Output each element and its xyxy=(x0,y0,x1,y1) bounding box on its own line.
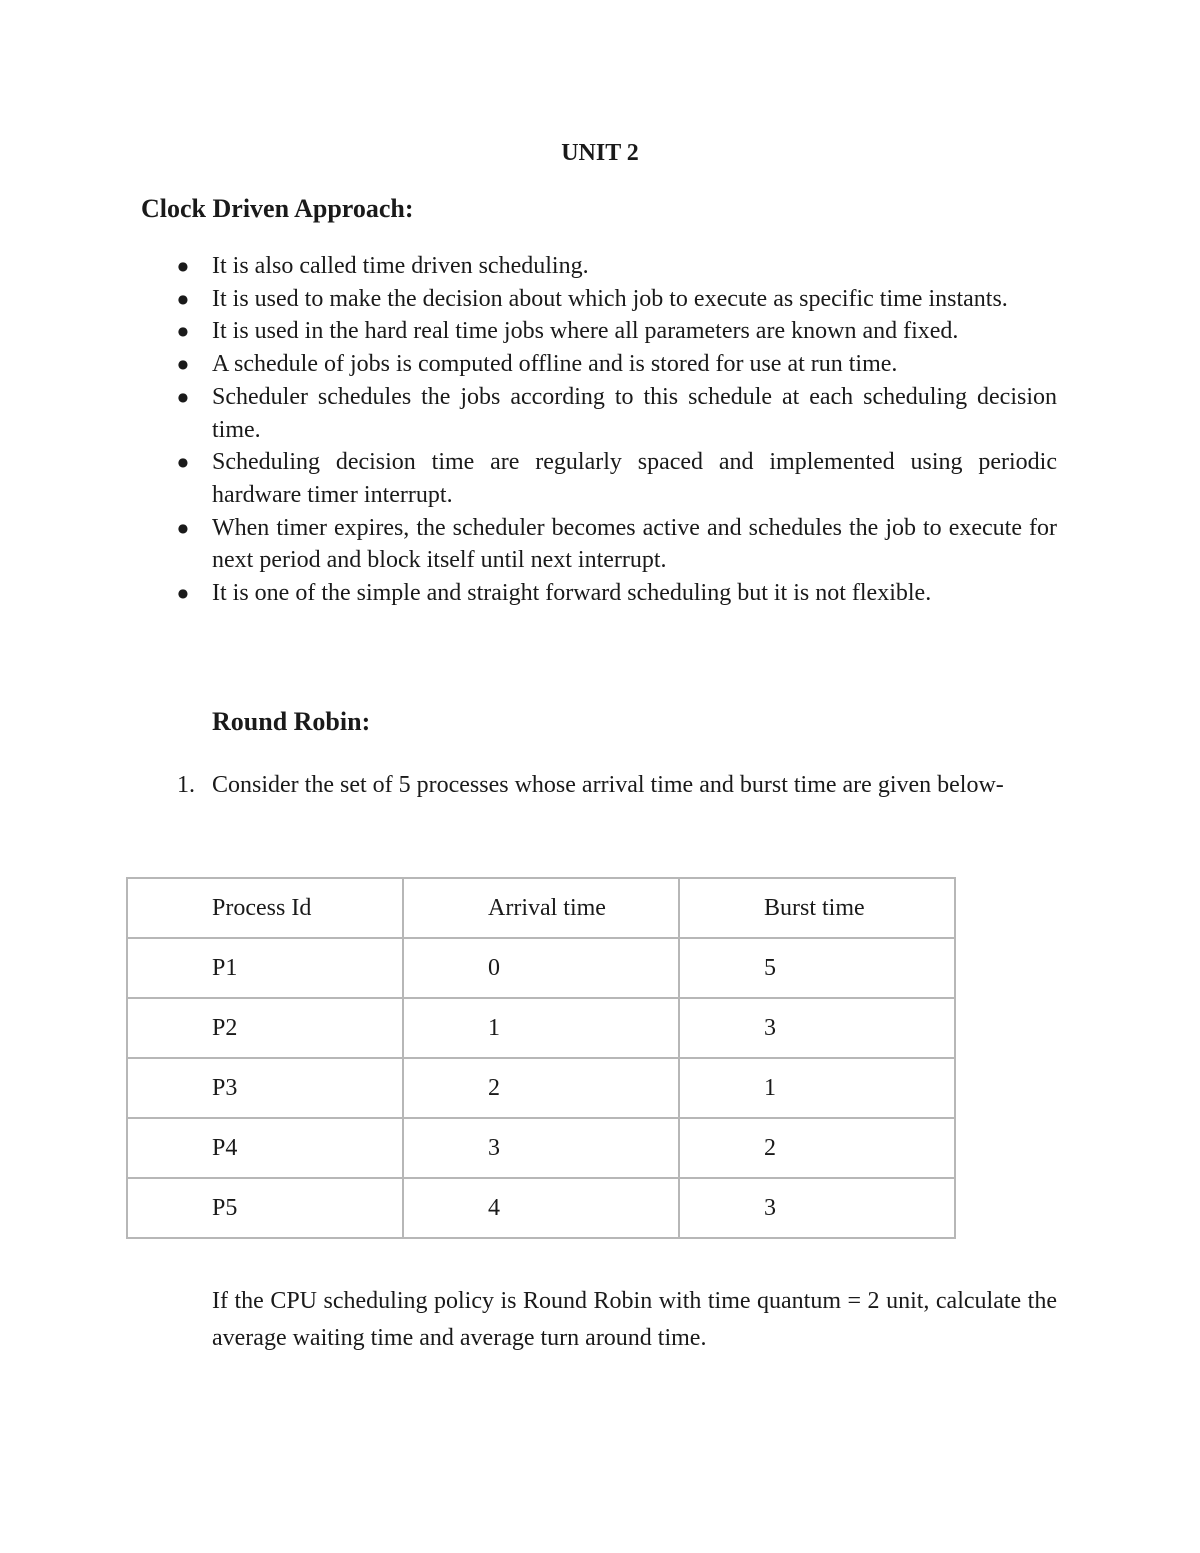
table-row xyxy=(127,998,955,1058)
bullet-dot-icon: ● xyxy=(177,259,189,273)
item-number: 1. xyxy=(177,772,195,798)
bullet-text: When timer expires, the scheduler becomes active and schedules the job to execute for next period and block itself until next interrupt. xyxy=(212,514,1057,574)
header-arrival-time: Arrival time xyxy=(403,878,679,938)
table-cell: 3 xyxy=(679,1178,955,1238)
table-cell: P2 xyxy=(127,998,403,1058)
bullet-item xyxy=(141,446,1057,511)
round-robin-heading: Round Robin: xyxy=(212,707,371,736)
numbered-item xyxy=(141,767,1057,804)
table-cell: 5 xyxy=(679,938,955,998)
bullet-item xyxy=(141,283,1057,316)
bullet-dot-icon: ● xyxy=(177,357,189,372)
table-row xyxy=(127,1178,955,1238)
header-burst-time: Burst time xyxy=(679,878,955,938)
table-cell: 2 xyxy=(403,1058,679,1118)
bullet-text: It is also called time driven scheduling. xyxy=(212,253,589,279)
table-cell: 1 xyxy=(679,1058,955,1118)
bullet-text: It is used in the hard real time jobs where all parameters are known and fixed. xyxy=(212,318,959,345)
bullet-text: A schedule of jobs is computed offline and is stored for use at run time. xyxy=(212,351,898,378)
table-cell: 1 xyxy=(403,998,679,1058)
bullet-dot-icon: ● xyxy=(177,324,189,339)
question-text: If the CPU scheduling policy is Round Robin with time quantum = 2 unit, calculate the average waiting time and average turn around time. xyxy=(212,1288,1057,1351)
clock-driven-heading: Clock Driven Approach: xyxy=(141,194,414,223)
table-header-row xyxy=(127,878,955,938)
table-row xyxy=(127,938,955,998)
bullet-item xyxy=(141,381,1057,446)
bullet-item xyxy=(141,315,1057,348)
table-cell: P5 xyxy=(127,1178,403,1238)
bullet-text: Scheduler schedules the jobs according to this schedule at each scheduling decision time. xyxy=(212,383,1057,443)
table-cell: 3 xyxy=(679,998,955,1058)
table-row xyxy=(127,1118,955,1178)
table-cell: P1 xyxy=(127,938,403,998)
table-cell: 2 xyxy=(679,1118,955,1178)
page-title: UNIT 2 xyxy=(561,140,639,166)
bullet-dot-icon: ● xyxy=(177,291,189,306)
table-cell: 3 xyxy=(403,1118,679,1178)
bullet-dot-icon: ● xyxy=(177,586,189,601)
table-cell: P3 xyxy=(127,1058,403,1118)
clock-driven-bullet-list xyxy=(141,250,1057,610)
bullet-text: It is used to make the decision about which job to execute as specific time instants. xyxy=(212,285,1008,312)
table-cell: 0 xyxy=(403,938,679,998)
bullet-item xyxy=(141,577,1057,610)
process-table xyxy=(126,877,956,1239)
bullet-text: It is one of the simple and straight forward scheduling but it is not flexible. xyxy=(212,580,932,607)
item-text: Consider the set of 5 processes whose arrival time and burst time are given below- xyxy=(212,772,1004,798)
bullet-item xyxy=(141,348,1057,381)
table-row xyxy=(127,1058,955,1118)
bullet-item xyxy=(141,512,1057,577)
table-cell: P4 xyxy=(127,1118,403,1178)
bullet-dot-icon: ● xyxy=(177,389,189,404)
bullet-text: Scheduling decision time are regularly spaced and implemented using periodic hardware timer interrupt. xyxy=(212,449,1057,508)
bullet-item xyxy=(141,250,1057,283)
header-process-id: Process Id xyxy=(127,878,403,938)
bullet-dot-icon: ● xyxy=(177,520,189,535)
bullet-dot-icon: ● xyxy=(177,455,189,470)
table-cell: 4 xyxy=(403,1178,679,1238)
